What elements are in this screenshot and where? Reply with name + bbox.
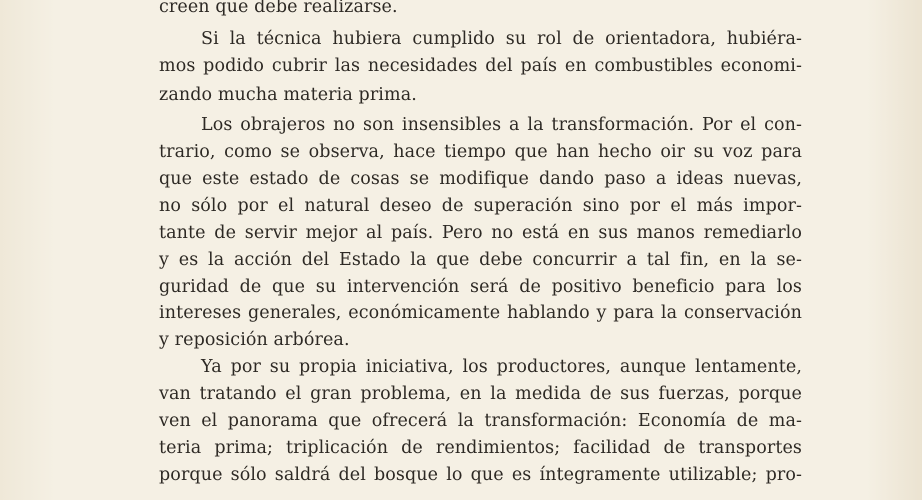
text-line: guridad de que su intervención será de positivo beneficio para los — [159, 277, 802, 297]
text-line: intereses generales, económicamente hablando y para la conservación — [159, 303, 802, 323]
text-line: mos podido cubrir las necesidades del país en combustibles economi- — [159, 56, 802, 76]
text-line: que este estado de cosas se modifique dando paso a ideas nuevas, — [159, 169, 802, 189]
text-line: porque sólo saldrá del bosque lo que es íntegramente utilizable; pro- — [159, 465, 802, 485]
text-line: creen que debe realizarse. — [159, 0, 398, 17]
text-line: zando mucha materia prima. — [159, 85, 417, 105]
text-line: van tratando el gran problema, en la medida de sus fuerzas, porque — [159, 384, 802, 404]
text-line: tante de servir mejor al país. Pero no está en sus manos remediarlo — [159, 223, 802, 243]
text-line: Si la técnica hubiera cumplido su rol de orientadora, hubiéra- — [201, 29, 802, 49]
text-line: Los obrajeros no son insensibles a la transformación. Por el con- — [201, 115, 802, 135]
text-line: y reposición arbórea. — [159, 330, 350, 350]
text-line: trario, como se observa, hace tiempo que han hecho oir su voz para — [159, 142, 802, 162]
text-line: teria prima; triplicación de rendimientos; facilidad de transportes — [159, 438, 802, 458]
text-line: Ya por su propia iniciativa, los productores, aunque lentamente, — [201, 357, 802, 377]
text-line: y es la acción del Estado la que debe concurrir a tal fin, en la se- — [159, 250, 802, 270]
text-line: ven el panorama que ofrecerá la transformación: Economía de ma- — [159, 411, 802, 431]
text-line: no sólo por el natural deseo de superación sino por el más impor- — [159, 196, 802, 216]
